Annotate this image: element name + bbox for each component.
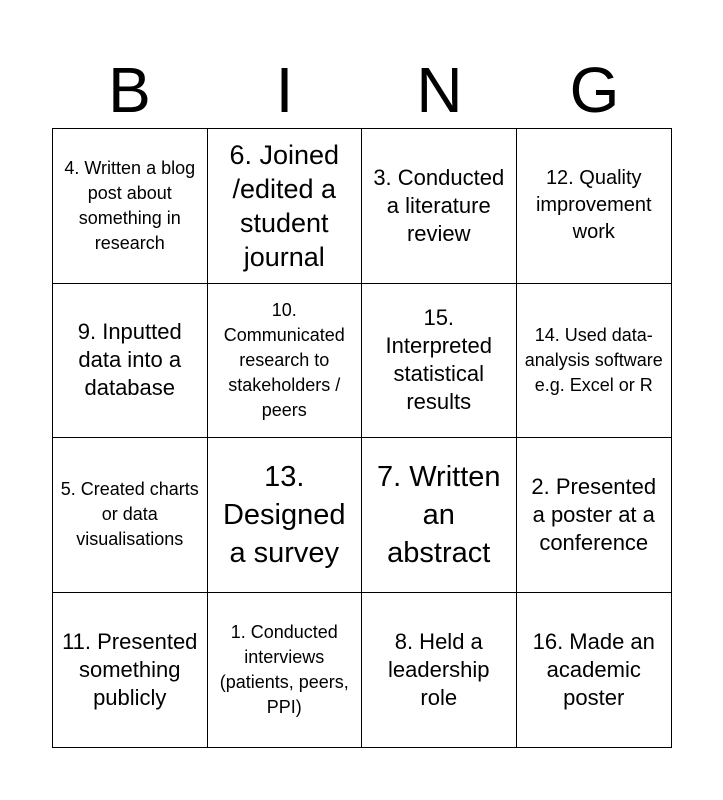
cell-text: 6. Joined /edited a student journal	[229, 139, 340, 272]
bingo-cell[interactable]	[208, 284, 363, 439]
bingo-cell[interactable]	[53, 284, 208, 439]
cell-text: 16. Made an academic poster	[532, 628, 655, 710]
bingo-cell[interactable]	[208, 438, 363, 593]
cell-text: 5. Created charts or data visualisations	[60, 479, 199, 550]
cell-text: 3. Conducted a literature review	[373, 164, 505, 246]
bingo-cell[interactable]	[517, 129, 672, 284]
cell-text: 7. Written an abstract	[376, 460, 501, 569]
header-letter-g: G	[569, 54, 620, 126]
cell-text: 8. Held a leadership role	[387, 628, 490, 710]
bingo-cell[interactable]	[53, 593, 208, 748]
cell-text: 10. Communicated research to stakeholders / peers	[223, 299, 345, 420]
header-letter-i: I	[275, 54, 294, 126]
bingo-header	[52, 48, 672, 132]
cell-text: 1. Conducted interviews (patients, peers, PPI)	[219, 621, 349, 717]
cell-text: 14. Used data-analysis software e.g. Excel or R	[524, 324, 663, 395]
bingo-cell[interactable]	[517, 593, 672, 748]
bingo-cell[interactable]	[53, 129, 208, 284]
header-letter-b: B	[108, 54, 151, 126]
bingo-cell[interactable]	[362, 438, 517, 593]
bingo-cell[interactable]	[517, 438, 672, 593]
bingo-cell[interactable]	[362, 593, 517, 748]
cell-text: 15. Interpreted statistical results	[385, 305, 492, 415]
bingo-grid	[52, 128, 672, 748]
bingo-cell[interactable]	[208, 593, 363, 748]
header-letter-n: N	[416, 54, 463, 126]
cell-text: 12. Quality improvement work	[535, 167, 652, 244]
cell-text: 11. Presented something publicly	[62, 628, 198, 710]
cell-text: 2. Presented a poster at a conference	[531, 473, 657, 555]
bingo-cell[interactable]	[362, 129, 517, 284]
cell-text: 4. Written a blog post about something in research	[64, 157, 196, 253]
bingo-cell[interactable]	[53, 438, 208, 593]
cell-text: 9. Inputted data into a database	[77, 319, 182, 401]
bingo-cell[interactable]	[517, 284, 672, 439]
cell-text: 13. Designed a survey	[222, 460, 346, 569]
bingo-cell[interactable]	[208, 129, 363, 284]
bingo-cell[interactable]	[362, 284, 517, 439]
